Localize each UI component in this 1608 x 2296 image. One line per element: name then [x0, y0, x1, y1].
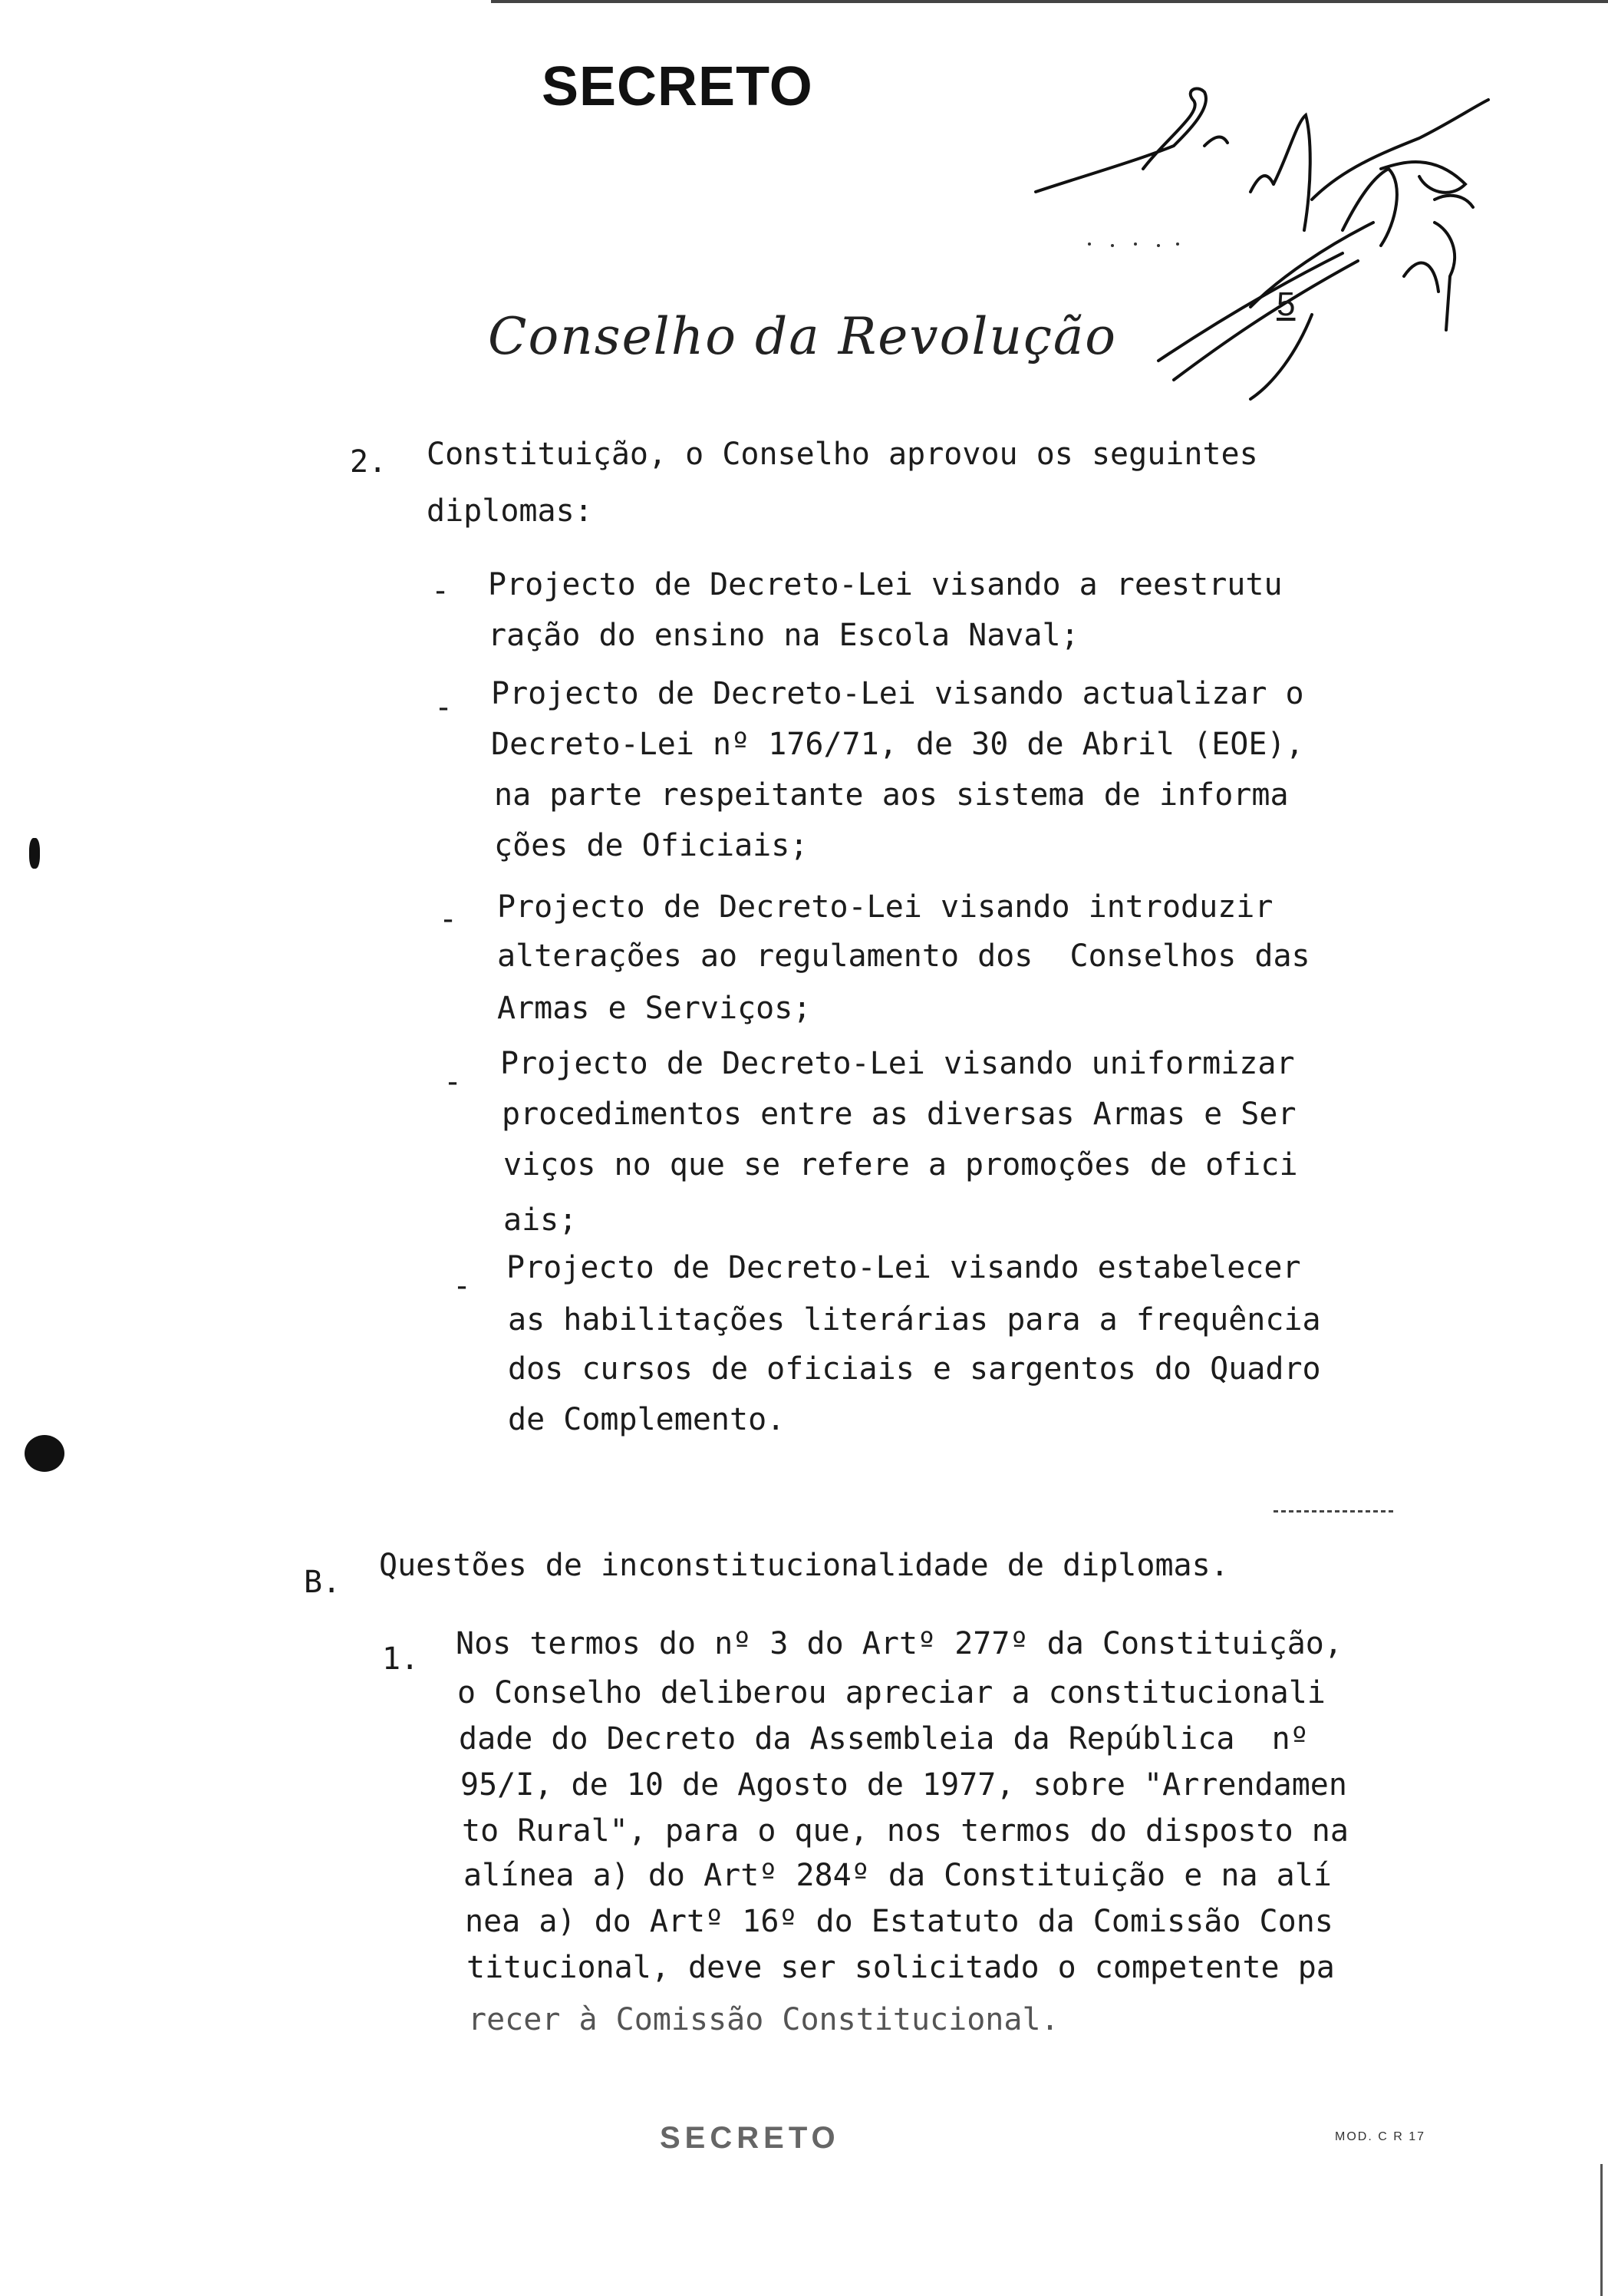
list-bullet: -	[453, 1268, 472, 1304]
paragraph-line: dade do Decreto da Assembleia da República nº	[459, 1721, 1309, 1757]
list-item-line: Projecto de Decreto-Lei visando uniformizar	[500, 1046, 1295, 1081]
paragraph-line: nea a) do Artº 16º do Estatuto da Comissão Cons	[465, 1904, 1333, 1939]
scan-edge-top	[491, 0, 1608, 3]
list-item-line: viços no que se refere a promoções de ofici	[503, 1147, 1298, 1183]
list-item-line: de Complemento.	[508, 1402, 786, 1437]
section-intro-line: diplomas:	[427, 493, 593, 529]
footer-secret-stamp: SECRETO	[660, 2121, 840, 2155]
form-code: MOD. C R 17	[1335, 2130, 1426, 2143]
list-item-line: Projecto de Decreto-Lei visando introduzir	[497, 889, 1274, 925]
list-item-line: dos cursos de oficiais e sargentos do Quadro	[508, 1351, 1321, 1387]
paragraph-line: o Conselho deliberou apreciar a constitucionali	[457, 1675, 1326, 1710]
paragraph-line: titucional, deve ser solicitado o competente pa	[466, 1950, 1335, 1985]
paragraph-line: recer à Comissão Constitucional.	[468, 2002, 1059, 2037]
section-letter: B.	[304, 1565, 341, 1600]
list-item-line: ração do ensino na Escola Naval;	[488, 618, 1079, 653]
paragraph-line: to Rural", para o que, nos termos do disposto na	[462, 1813, 1349, 1849]
list-item-line: Armas e Serviços;	[497, 991, 812, 1026]
section-number: 2.	[350, 444, 387, 480]
list-item-line: ções de Oficiais;	[494, 828, 809, 863]
list-bullet: -	[443, 1064, 463, 1100]
handwritten-signature	[1020, 77, 1496, 407]
list-item-line: Projecto de Decreto-Lei visando estabelecer	[506, 1250, 1301, 1285]
list-bullet: -	[434, 690, 453, 725]
list-item-line: alterações ao regulamento dos Conselhos das	[497, 939, 1310, 974]
scan-edge-right	[1600, 2164, 1603, 2296]
list-bullet: -	[439, 902, 458, 937]
list-item-line: as habilitações literárias para a frequência	[508, 1302, 1321, 1338]
paragraph-line: 95/I, de 10 de Agosto de 1977, sobre "Arrendamen	[460, 1767, 1347, 1803]
punch-hole-mark	[25, 1435, 64, 1472]
list-item-line: Projecto de Decreto-Lei visando actualizar o	[491, 676, 1304, 711]
secret-stamp: SECRETO	[542, 56, 813, 117]
list-item-line: procedimentos entre as diversas Armas e Ser	[502, 1097, 1297, 1132]
list-item-line: na parte respeitante aos sistema de informa	[494, 777, 1289, 813]
punch-hole-mark	[29, 838, 40, 869]
dotted-rule	[1274, 1510, 1396, 1513]
list-item-line: Decreto-Lei nº 176/71, de 30 de Abril (EOE),	[491, 727, 1304, 762]
section-intro-line: Constituição, o Conselho aprovou os seguintes	[427, 437, 1258, 472]
list-item-line: ais;	[503, 1202, 578, 1238]
signature-number: 5	[1277, 285, 1296, 323]
letterhead-title: Conselho da Revolução	[488, 307, 1118, 366]
list-bullet: -	[431, 573, 450, 609]
list-item-line: Projecto de Decreto-Lei visando a reestrutu	[488, 567, 1283, 602]
paragraph-line: Nos termos do nº 3 do Artº 277º da Constituição,	[456, 1626, 1343, 1661]
section-title: Questões de inconstitucionalidade de diplomas.	[379, 1548, 1229, 1583]
item-number: 1.	[382, 1641, 420, 1677]
paragraph-line: alínea a) do Artº 284º da Constituição e na alí	[463, 1858, 1332, 1893]
